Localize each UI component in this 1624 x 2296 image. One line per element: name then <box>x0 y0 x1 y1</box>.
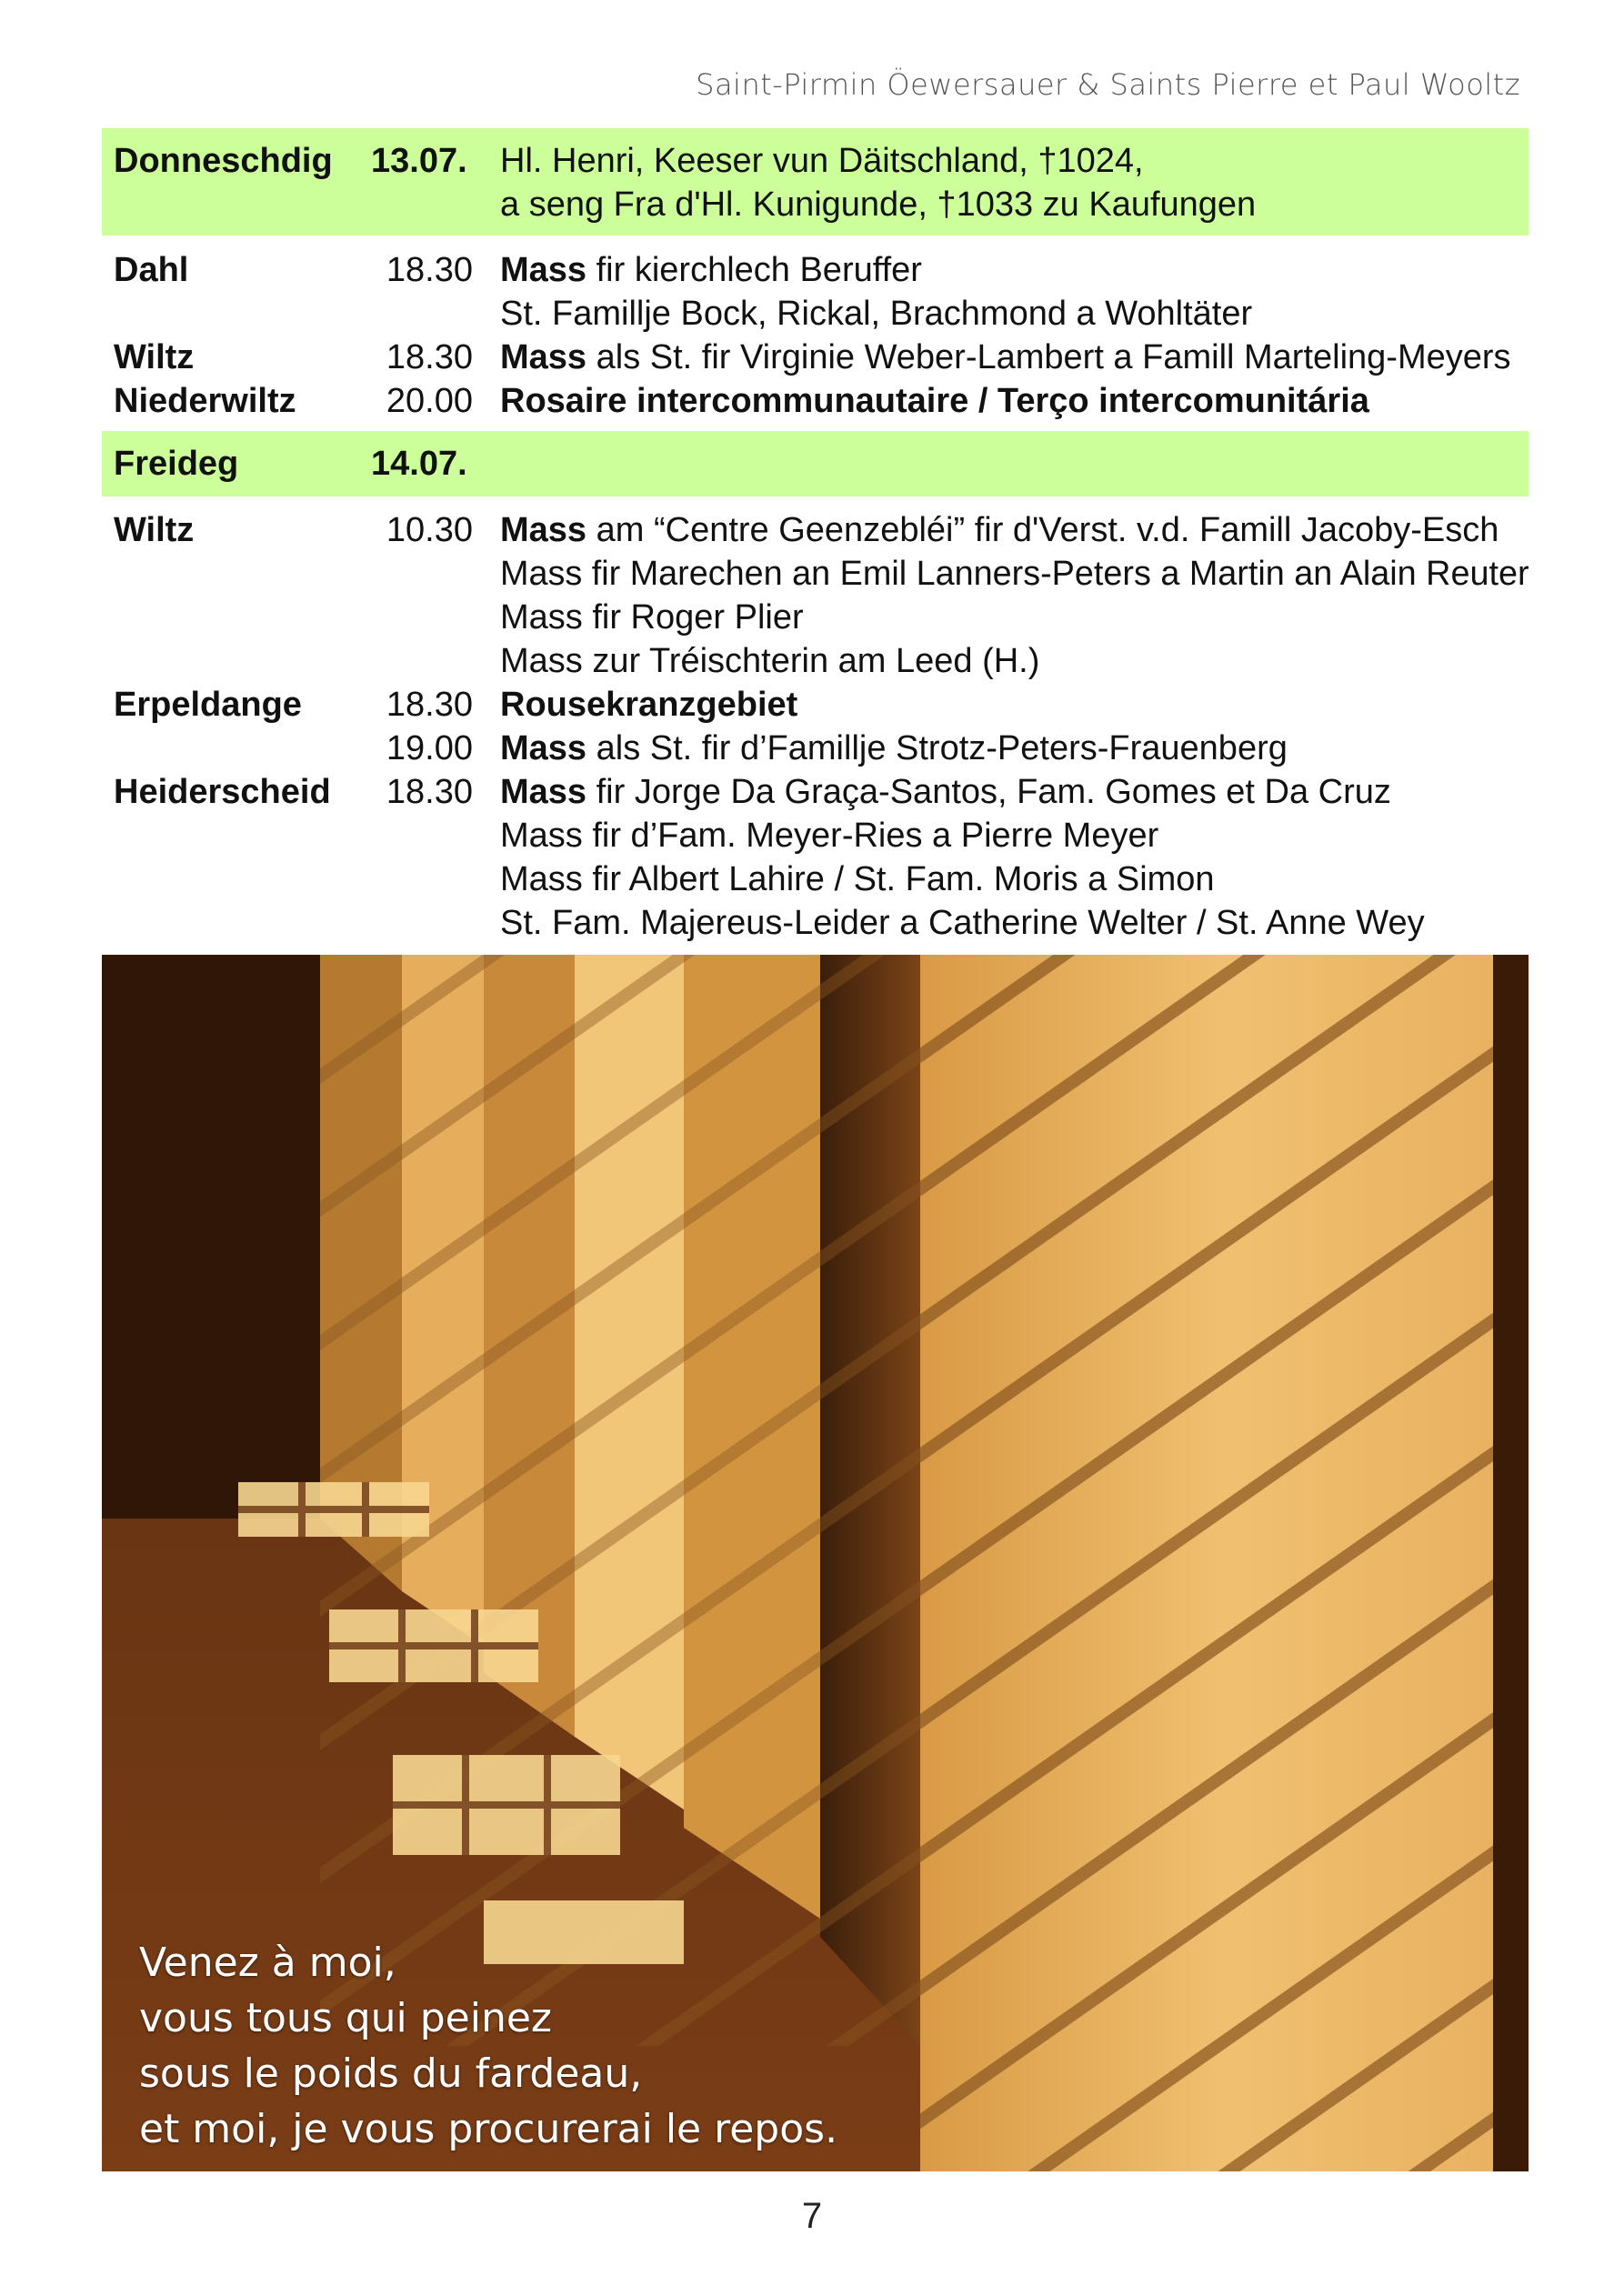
day-name: Freideg <box>114 445 239 483</box>
page-number: 7 <box>801 2196 823 2236</box>
entry-text <box>500 814 1158 857</box>
entry-text <box>500 552 1529 596</box>
entry-rest: als St. fir d’Famillje Strotz-Peters-Frauenberg <box>586 729 1288 767</box>
entry-rest: St. Famillje Bock, Rickal, Brachmond a Wohltäter <box>500 295 1253 333</box>
entry-text <box>500 292 1252 336</box>
entry-text <box>500 596 804 639</box>
quote-line: sous le poids du fardeau, <box>139 2050 643 2097</box>
entry-text <box>500 379 1369 423</box>
entry-place: Dahl <box>114 251 189 289</box>
entry-rest: fir kierchlech Beruffer <box>586 251 922 289</box>
entry-lead: Mass <box>500 251 587 289</box>
entry-place: Wiltz <box>114 338 195 376</box>
entry-text <box>500 727 1288 770</box>
entry-text <box>500 857 1215 901</box>
day-band-friday <box>102 431 1529 496</box>
entry-lead: Mass <box>500 338 587 376</box>
entry-rest: Mass zur Tréischterin am Leed (H.) <box>500 642 1040 680</box>
entry-text <box>500 901 1425 945</box>
day-date: 14.07. <box>371 445 467 483</box>
entry-time: 20.00 <box>386 382 473 420</box>
entry-place: Wiltz <box>114 511 195 549</box>
entry-lead: Mass <box>500 729 587 767</box>
quote-line: vous tous qui peinez <box>139 1995 553 2041</box>
entry-text <box>500 639 1039 683</box>
entry-time: 10.30 <box>386 511 473 549</box>
entry-rest: Mass fir Roger Plier <box>500 598 804 637</box>
entry-rest: als St. fir Virginie Weber-Lambert a Famill Marteling-Meyers <box>586 338 1511 376</box>
entry-rest: am “Centre Geenzebléi” fir d'Verst. v.d. Famill Jacoby-Esch <box>586 511 1499 549</box>
saint-line: Hl. Henri, Keeser vun Däitschland, †1024, <box>500 142 1144 180</box>
entry-lead: Mass <box>500 773 587 811</box>
entry-rest: Mass fir Marechen an Emil Lanners-Peters a Martin an Alain Reuter <box>500 555 1529 593</box>
entry-rest: St. Fam. Majereus-Leider a Catherine Welter / St. Anne Wey <box>500 904 1425 942</box>
entry-time: 18.30 <box>386 773 473 811</box>
bible-quote <box>139 1935 837 2157</box>
entry-text <box>500 770 1391 814</box>
entry-lead: Mass <box>500 511 587 549</box>
entry-time: 18.30 <box>386 686 473 724</box>
day-date: 13.07. <box>371 142 467 180</box>
entry-rest: Mass fir d’Fam. Meyer-Ries a Pierre Meyer <box>500 817 1159 855</box>
quote-line: et moi, je vous procurerai le repos. <box>139 2106 838 2152</box>
entry-rest: fir Jorge Da Graça-Santos, Fam. Gomes et Da Cruz <box>586 773 1391 811</box>
entry-text <box>500 508 1499 552</box>
entry-place: Erpeldange <box>114 686 302 724</box>
entry-lead: Rosaire intercommunautaire / Terço intercomunitária <box>500 382 1369 420</box>
page-header: Saint-Pirmin Öewersauer & Saints Pierre et Paul Wooltz <box>696 67 1520 102</box>
entry-place: Niederwiltz <box>114 382 296 420</box>
saint-line: a seng Fra d'Hl. Kunigunde, †1033 zu Kaufungen <box>500 185 1257 224</box>
entry-text <box>500 336 1511 379</box>
entry-text <box>500 683 797 727</box>
quote-line: Venez à moi, <box>139 1940 396 1986</box>
entry-time: 19.00 <box>386 729 473 767</box>
entry-time: 18.30 <box>386 338 473 376</box>
day-name: Donneschdig <box>114 142 333 180</box>
entry-lead: Rousekranzgebiet <box>500 686 798 724</box>
entry-rest: Mass fir Albert Lahire / St. Fam. Moris a Simon <box>500 860 1215 898</box>
entry-place: Heiderscheid <box>114 773 331 811</box>
entry-time: 18.30 <box>386 251 473 289</box>
entry-text <box>500 248 922 292</box>
